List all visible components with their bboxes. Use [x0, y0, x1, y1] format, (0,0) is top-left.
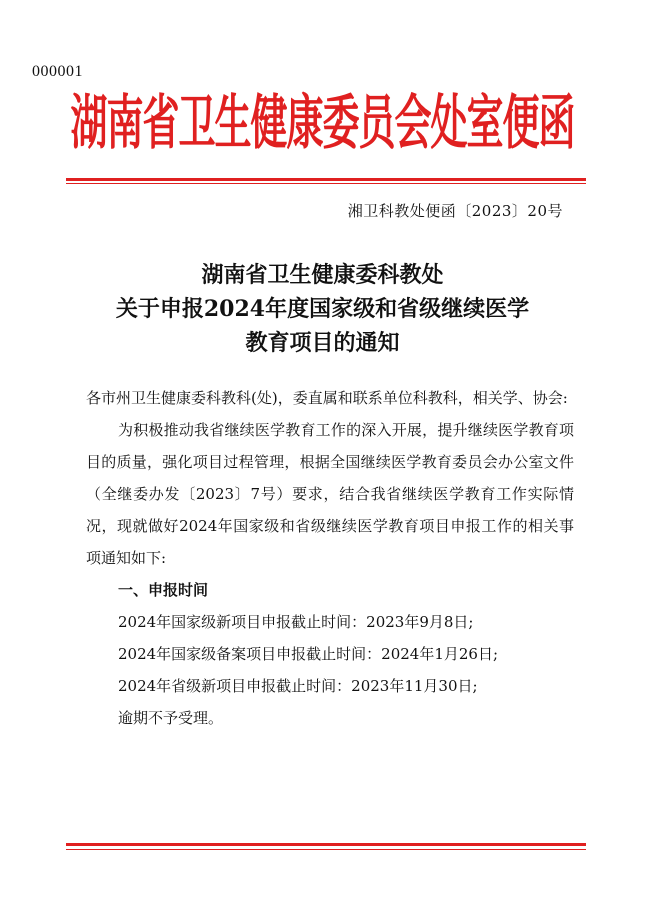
late-submission-note: 逾期不予受理。 — [118, 709, 224, 727]
notice-title-line-1: 湖南省卫生健康委科教处 — [201, 262, 444, 288]
letterhead-title: 湖南省卫生健康委员会处室便函 — [70, 88, 575, 158]
intro-paragraph: 为积极推动我省继续医学教育工作的深入开展，提升继续医学教育项目的质量，强化项目过程管理，根据全国继续医学教育委员会办公室文件（全继委办发〔2023〕7号）要求，结合我省继续医学教育工作实际情况，现就做好2024年国家级和省级继续医学教育项目申报工作的相关事项通知如下: — [86, 421, 574, 567]
footer-rule-thick — [66, 843, 586, 846]
section-heading-application-time: 一、申报时间 — [118, 581, 209, 599]
reference-number: 湘卫科教处便函〔2023〕20号 — [347, 202, 563, 220]
notice-body — [86, 382, 574, 734]
notice-title-line-2: 关于申报2024年度国家级和省级继续医学 — [115, 296, 530, 322]
notice-title-line-3: 教育项目的通知 — [245, 330, 400, 356]
letterhead-rule-thin — [66, 183, 586, 184]
notice-title — [0, 258, 645, 360]
addressee-paragraph: 各市州卫生健康委科教科(处)，委直属和联系单位科教科，相关学、协会: — [86, 389, 568, 407]
document-serial-number: 000001 — [32, 63, 83, 80]
deadline-national-filing: 2024年国家级备案项目申报截止时间：2024年1月26日; — [118, 645, 499, 663]
deadline-national-new: 2024年国家级新项目申报截止时间：2023年9月8日; — [118, 613, 474, 631]
footer-rule-thin — [66, 849, 586, 850]
deadline-provincial-new: 2024年省级新项目申报截止时间：2023年11月30日; — [118, 677, 478, 695]
letterhead-rule-thick — [66, 178, 586, 181]
